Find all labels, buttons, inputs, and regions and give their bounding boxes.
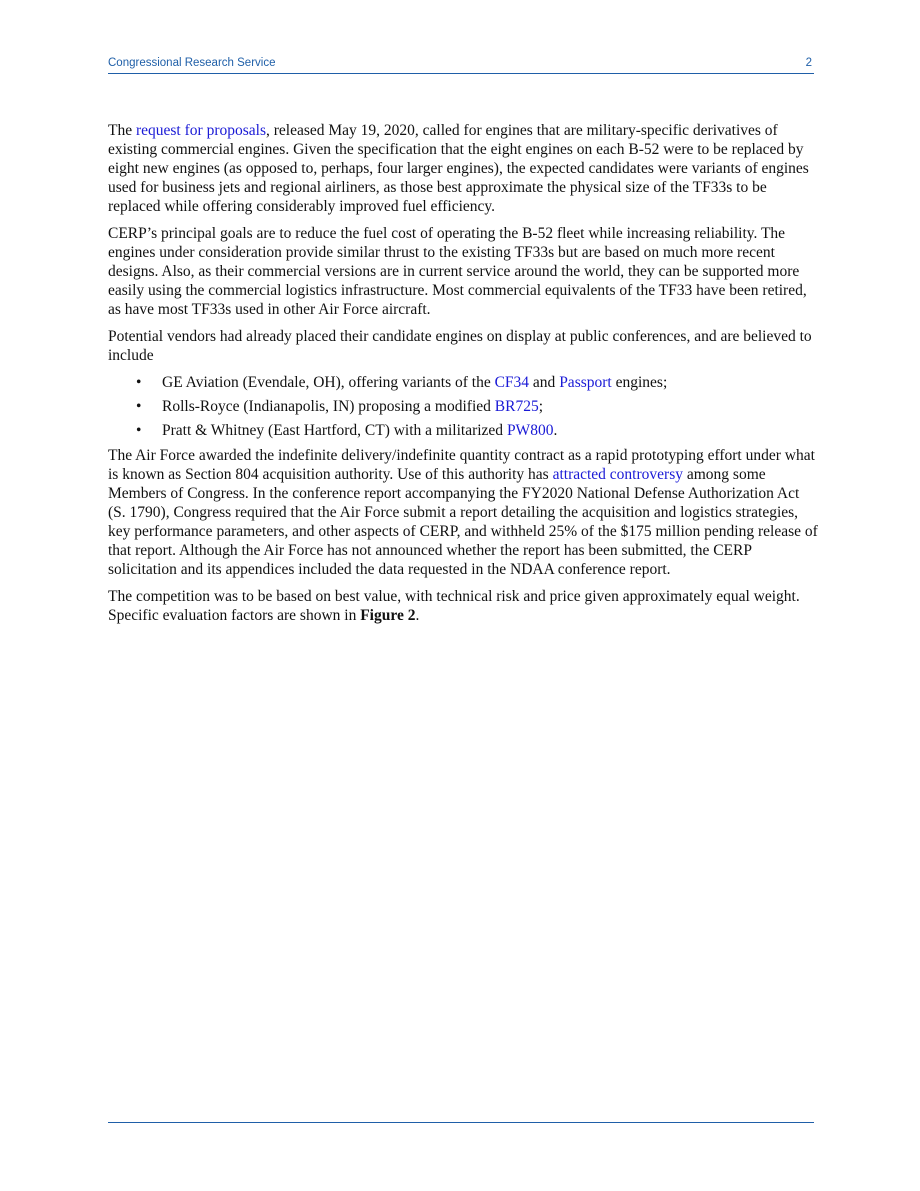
header-rule [108,73,814,74]
vendor-list [108,373,818,440]
bullet-text: . [553,422,558,439]
p1-text-start: The [108,122,136,139]
p4-text-end: among some Members of Congress. In the conference report accompanying the FY2020 National Defense Authorization Act (S. 1790), Congress required that the Air Force submit a report detailing the acquisition and logistics strategies, key performance parameters, and other aspects of CERP, and withheld 25% of the $175 million pending release of that report. Although the Air Force has not announced whether the report has been submitted, the CERP solicitation and its appendices included the data requested in the NDAA conference report. [108,466,818,578]
list-item-ge [108,373,818,392]
bullet-text: Rolls-Royce (Indianapolis, IN) proposing a modified [162,398,495,415]
paragraph-cerp-goals: CERP’s principal goals are to reduce the fuel cost of operating the B-52 fleet while increasing reliability. The engines under consideration provide similar thrust to the existing TF33s but are based on much more recent designs. Also, as their commercial versions are in current service around the world, they can be supported more easily using the commercial logistics infrastructure. Most commercial equivalents of the TF33 have been retired, as have most TF33s used in other Air Force aircraft. [108,225,807,318]
bullet-text: ; [538,398,544,415]
list-item-rolls-royce [108,397,818,416]
bullet-icon: • [136,398,142,415]
br725-link[interactable]: BR725 [494,398,539,415]
request-for-proposals-link[interactable]: request for proposals [135,122,266,139]
p1-text-end: , released May 19, 2020, called for engines that are military-specific derivatives of existing commercial engines. Given the specification that the eight engines on each B-52 were to be replaced by eight new engines (as opposed to, perhaps, four larger engines), the expected candidates were variants of engines used for business jets and regional airliners, as those best approximate the physical size of the TF33s to be replaced while offering considerably improved fuel efficiency. [108,122,809,215]
passport-link[interactable]: Passport [559,374,612,391]
bullet-icon: • [136,374,142,391]
bullet-icon: • [136,422,142,439]
p5-text-start: The competition was to be based on best value, with technical risk and price given approximately equal weight. Specific evaluation factors are shown in [108,588,800,624]
page-number: 2 [805,57,812,69]
paragraph-competition [108,587,818,625]
list-item-pratt-whitney [108,421,818,440]
bullet-text: engines; [611,374,668,391]
pw800-link[interactable]: PW800 [506,422,554,439]
figure-reference: Figure 2 [360,607,416,624]
header-publisher: Congressional Research Service [108,57,276,69]
bullet-text: GE Aviation (Evendale, OH), offering variants of the [162,374,495,391]
bullet-text: and [529,374,560,391]
bullet-text: Pratt & Whitney (East Hartford, CT) with a militarized [162,422,507,439]
footer-rule [108,1122,814,1123]
p5-text-end: . [415,607,420,624]
attracted-controversy-link[interactable]: attracted controversy [552,466,683,483]
paragraph-vendors: Potential vendors had already placed their candidate engines on display at public conferences, and are believed to include [108,328,812,364]
paragraph-contract [108,446,818,579]
paragraph-rfp [108,121,818,216]
document-body [108,121,818,633]
cf34-link[interactable]: CF34 [494,374,530,391]
p4-text-start: The Air Force awarded the indefinite delivery/indefinite quantity contract as a rapid prototyping effort under what is known as Section 804 acquisition authority. Use of this authority has [108,447,815,483]
